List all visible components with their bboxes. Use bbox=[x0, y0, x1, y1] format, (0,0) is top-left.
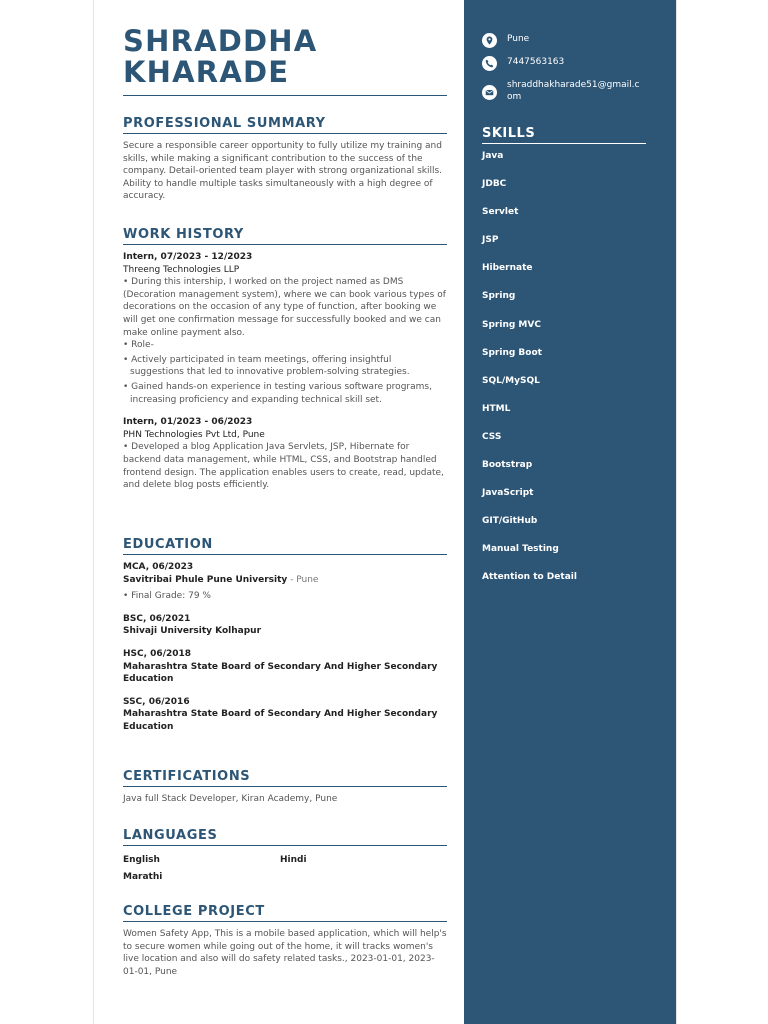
job-entry bbox=[123, 251, 447, 406]
skill-item: JSP bbox=[482, 235, 499, 246]
email-text[interactable]: shraddhakharade51@gmail.com bbox=[507, 80, 640, 102]
last-name: KHARADE bbox=[123, 55, 290, 89]
project-title: COLLEGE PROJECT bbox=[123, 904, 447, 922]
skill-item: Bootstrap bbox=[482, 460, 533, 471]
skills-list bbox=[482, 150, 577, 600]
skill-item: Hibernate bbox=[482, 263, 533, 274]
first-name: SHRADDHA bbox=[123, 24, 318, 58]
education-title: EDUCATION bbox=[123, 537, 447, 555]
education-degree: BSC, 06/2021 bbox=[123, 613, 191, 624]
contact-location bbox=[482, 33, 654, 48]
candidate-name bbox=[123, 26, 317, 88]
education-entry bbox=[123, 696, 447, 734]
education-section bbox=[123, 537, 447, 744]
education-school: Savitribai Phule Pune University bbox=[123, 574, 288, 585]
job-role-date: Intern, 07/2023 - 12/2023 bbox=[123, 252, 253, 262]
languages-list bbox=[123, 852, 447, 886]
education-school: Maharashtra State Board of Secondary And Higher Secondary Education bbox=[123, 661, 438, 685]
project-text: Women Safety App, This is a mobile based application, which will help's to secure women while going out of the home, it will tracks women's live location and also will do safety related tasks., 2023-01-01, 2023-01-01, Pune bbox=[123, 929, 447, 977]
job-bullet: • Gained hands-on experience in testing various software programs, increasing proficiency and expanding technical skill set. bbox=[123, 381, 432, 405]
skill-item: Manual Testing bbox=[482, 544, 559, 555]
education-entry bbox=[123, 648, 447, 686]
skill-item: GIT/GitHub bbox=[482, 516, 538, 527]
summary-section bbox=[123, 116, 447, 203]
skill-item: JavaScript bbox=[482, 488, 534, 499]
work-title: WORK HISTORY bbox=[123, 227, 447, 245]
education-school-line bbox=[123, 574, 447, 587]
language-item: Marathi bbox=[123, 872, 163, 882]
phone-icon bbox=[482, 56, 497, 71]
certifications-title: CERTIFICATIONS bbox=[123, 769, 447, 787]
skill-item: SQL/MySQL bbox=[482, 375, 540, 386]
certification-text: Java full Stack Developer, Kiran Academy, Pune bbox=[123, 794, 338, 804]
languages-section bbox=[123, 828, 447, 886]
languages-title: LANGUAGES bbox=[123, 828, 447, 846]
skill-item: Servlet bbox=[482, 207, 519, 218]
work-section bbox=[123, 227, 447, 502]
job-role-label: • Role- bbox=[123, 340, 154, 351]
page-edge-left bbox=[93, 0, 94, 1024]
map-pin-icon bbox=[482, 33, 497, 48]
job-entry bbox=[123, 416, 447, 492]
job-role-date: Intern, 01/2023 - 06/2023 bbox=[123, 417, 253, 428]
education-degree: HSC, 06/2018 bbox=[123, 648, 192, 659]
job-description: • During this intership, I worked on the project named as DMS (Decoration management system), where we can book various types of decorations on the occasion of any type of function, after booking we will get one confirmation message for successfully booked and we can make online payment also. bbox=[123, 277, 446, 338]
location-text: Pune bbox=[507, 34, 530, 44]
language-item: Hindi bbox=[280, 855, 307, 865]
skill-item: Java bbox=[482, 151, 504, 161]
name-divider bbox=[123, 95, 447, 96]
education-degree: MCA, 06/2023 bbox=[123, 562, 194, 572]
education-school: Maharashtra State Board of Secondary And Higher Secondary Education bbox=[123, 709, 438, 732]
education-entry bbox=[123, 613, 447, 638]
job-company: Threeng Technologies LLP bbox=[123, 264, 240, 275]
education-school: Shivaji University Kolhapur bbox=[123, 626, 262, 637]
job-company: PHN Technologies Pvt Ltd, Pune bbox=[123, 429, 265, 440]
job-bullets bbox=[123, 354, 447, 406]
job-description: • Developed a blog Application Java Servlets, JSP, Hibernate for backend data management, while HTML, CSS, and Bootstrap handled frontend design. The application enables users to create, read, update, and delete blog posts efficiently. bbox=[123, 442, 444, 491]
skills-title: SKILLS bbox=[482, 126, 646, 144]
education-location: - Pune bbox=[287, 574, 319, 585]
skill-item: Attention to Detail bbox=[482, 572, 577, 583]
skill-item: Spring Boot bbox=[482, 347, 542, 358]
language-item: English bbox=[123, 855, 160, 865]
main-column bbox=[123, 0, 447, 1024]
job-bullet: • Actively participated in team meetings, offering insightful suggestions that led to innovative problem-solving strategies. bbox=[123, 354, 410, 378]
summary-text: Secure a responsible career opportunity to fully utilize my training and skills, while making a significant contribution to the success of the company. Detail-oriented team player with strong organizational skills. Ability to handle multiple tasks simultaneously with a high degree of accuracy. bbox=[123, 141, 443, 202]
skill-item: Spring bbox=[482, 291, 516, 302]
skill-item: Spring MVC bbox=[482, 319, 541, 330]
contact-email bbox=[482, 79, 654, 103]
envelope-icon bbox=[482, 85, 497, 100]
education-degree: SSC, 06/2016 bbox=[123, 696, 190, 707]
contact-phone bbox=[482, 56, 654, 71]
page-edge-right bbox=[676, 0, 677, 1024]
phone-text: 7447563163 bbox=[507, 57, 565, 67]
skill-item: CSS bbox=[482, 431, 502, 442]
education-entry bbox=[123, 561, 447, 603]
sidebar bbox=[464, 0, 676, 1024]
skill-item: JDBC bbox=[482, 179, 507, 190]
skill-item: HTML bbox=[482, 403, 511, 414]
certifications-section bbox=[123, 769, 447, 806]
project-section bbox=[123, 904, 447, 978]
summary-title: PROFESSIONAL SUMMARY bbox=[123, 116, 447, 134]
education-note: • Final Grade: 79 % bbox=[123, 591, 211, 602]
